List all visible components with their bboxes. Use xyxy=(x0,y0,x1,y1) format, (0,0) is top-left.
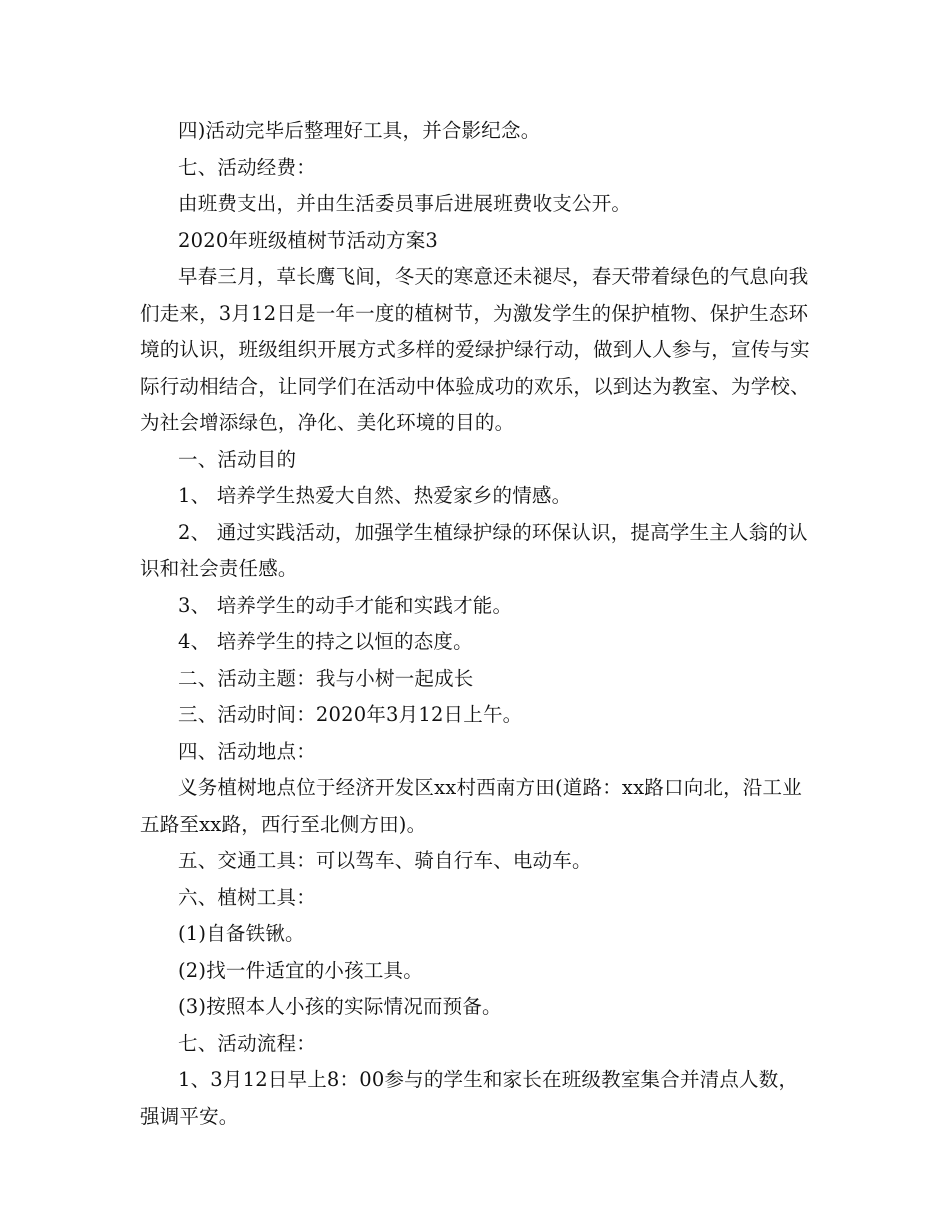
list-item-tool-3: (3)按照本人小孩的实际情况而预备。 xyxy=(178,995,502,1018)
list-item-purpose-2: 2、 通过实践活动，加强学生植绿护绿的环保认识，提高学生主人翁的认识和社会责任感。 xyxy=(140,520,808,580)
list-item-purpose-3: 3、 培养学生的动手才能和实践才能。 xyxy=(178,593,513,617)
list-item-tool-1: (1)自备铁锹。 xyxy=(178,922,305,945)
paragraph-tools-cleanup: 四)活动完毕后整理好工具，并合影纪念。 xyxy=(178,119,541,142)
heading-activity-process: 七、活动流程： xyxy=(178,1031,316,1055)
heading-activity-purpose: 一、活动目的 xyxy=(178,447,297,471)
list-item-purpose-4: 4、 培养学生的持之以恒的态度。 xyxy=(178,630,473,653)
paragraph-introduction: 早春三月，草长鹰飞间，冬天的寒意还未褪尽，春天带着绿色的气息向我们走来，3月12日是一年一度的植树节，为激发学生的保护植物、保护生态环境的认识，班级组织开展方式多样的爱绿护绿行动，做到人人参与，宣传与实际行动相结合，让同学们在活动中体验成功的欢乐，以到达为教室、为学校、为社会增添绿色，净化、美化环境的目的。 xyxy=(140,265,810,434)
list-item-process-1: 1、3月12日早上8：00参与的学生和家长在班级教室集合并清点人数，强调平安。 xyxy=(140,1068,799,1128)
section-title-plan-3: 2020年班级植树节活动方案3 xyxy=(178,228,439,252)
document-body xyxy=(140,113,812,1135)
paragraph-funds-source: 由班费支出，并由生活委员事后进展班费收支公开。 xyxy=(178,192,632,215)
list-item-purpose-1: 1、 培养学生热爱大自然、热爱家乡的情感。 xyxy=(178,484,572,507)
heading-planting-tools: 六、植树工具： xyxy=(178,885,316,909)
list-item-tool-2: (2)找一件适宜的小孩工具。 xyxy=(178,958,423,982)
heading-activity-location: 四、活动地点： xyxy=(178,739,316,763)
heading-activity-theme: 二、活动主题：我与小树一起成长 xyxy=(178,666,474,690)
heading-transport: 五、交通工具：可以驾车、骑自行车、电动车。 xyxy=(178,849,592,872)
heading-activity-funds: 七、活动经费： xyxy=(178,155,316,179)
heading-activity-time: 三、活动时间：2020年3月12日上午。 xyxy=(178,703,523,726)
paragraph-location-detail: 义务植树地点位于经济开发区xx村西南方田(道路：xx路口向北，沿工业五路至xx路，西行至北侧方田)。 xyxy=(140,776,802,836)
